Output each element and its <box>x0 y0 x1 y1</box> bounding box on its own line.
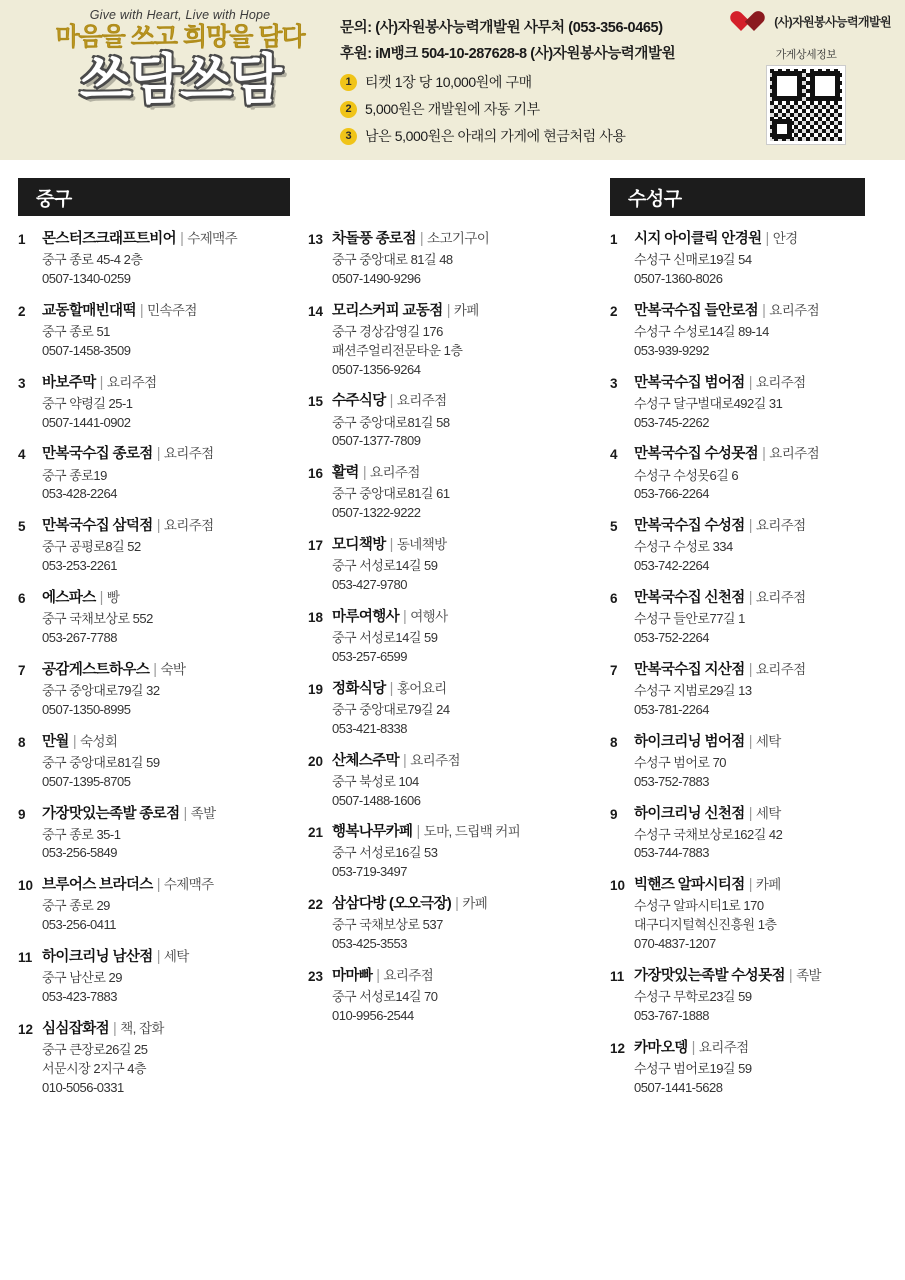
region-title-suseong: 수성구 <box>610 178 865 216</box>
shop-category: 홍어요리 <box>396 680 447 696</box>
shop-category: 카페 <box>755 877 781 893</box>
shop-number: 6 <box>18 591 26 607</box>
shop-phone: 053-719-3497 <box>332 864 407 880</box>
shop-number: 16 <box>308 466 324 482</box>
shop-phone: 053-425-3553 <box>332 936 407 952</box>
separator: | <box>99 374 103 391</box>
shop-phone: 053-256-0411 <box>42 917 116 933</box>
shop-number: 1 <box>18 232 26 247</box>
shop-phone: 0507-1350-8995 <box>42 701 131 717</box>
shop-address: 중구 종로 29 <box>42 898 110 914</box>
separator: | <box>362 465 366 482</box>
shop-address: 중구 종로19 <box>42 467 107 483</box>
shop-entry[interactable] <box>18 948 298 1007</box>
separator: | <box>113 1020 117 1037</box>
separator: | <box>446 302 450 319</box>
shop-number: 20 <box>308 753 324 769</box>
shop-name: 수주식당 <box>332 393 386 410</box>
header <box>0 0 905 160</box>
shop-name: 마루여행사 <box>332 608 400 625</box>
shop-address: 수성구 무학로23길 59 <box>634 989 752 1005</box>
separator: | <box>748 877 752 894</box>
tagline-english: Give with Heart, Live with Hope <box>89 8 271 22</box>
shop-name: 시지 아이클릭 안경원 <box>634 231 762 247</box>
shop-category: 요리주점 <box>106 374 157 390</box>
shop-entry[interactable] <box>18 876 298 935</box>
shop-address: 수성구 수성못6길 6 <box>634 467 739 483</box>
shop-category: 세탁 <box>163 949 189 965</box>
shop-name: 정화식당 <box>332 680 386 697</box>
shop-category: 요리주점 <box>163 518 214 534</box>
separator: | <box>691 1039 695 1056</box>
shop-number: 13 <box>308 232 324 247</box>
shop-phone: 0507-1377-7809 <box>332 433 421 449</box>
shop-name: 공감게스트하우스 <box>42 661 150 678</box>
step-item <box>340 126 780 146</box>
shop-name: 심심잡화점 <box>42 1020 110 1037</box>
shop-address: 수성구 범어로19길 59 <box>634 1060 752 1076</box>
shop-entry[interactable] <box>18 805 298 864</box>
shop-phone: 010-9956-2544 <box>332 1007 414 1023</box>
shop-category: 숙박 <box>160 661 186 677</box>
shop-category: 요리주점 <box>410 752 460 768</box>
separator: | <box>748 661 752 678</box>
shop-entry[interactable] <box>610 661 887 720</box>
qr-label: 가게상세정보 <box>775 49 837 61</box>
shop-phone: 053-781-2264 <box>634 701 709 717</box>
organization-name: (사)자원봉사능력개발원 <box>774 14 891 29</box>
shop-address: 중구 종로 35-1 <box>42 826 121 842</box>
info-block <box>340 16 780 153</box>
shop-name: 만월 <box>42 733 69 750</box>
shop-number: 1 <box>610 232 618 247</box>
shop-number: 12 <box>18 1021 34 1037</box>
separator: | <box>156 877 160 894</box>
shop-name: 산체스주막 <box>332 752 400 769</box>
shop-address: 중구 종로 51 <box>42 323 110 339</box>
shop-entry[interactable] <box>18 1020 298 1098</box>
shop-name: 하이크리닝 신천점 <box>634 805 745 822</box>
shop-phone: 0507-1356-9264 <box>332 361 421 377</box>
shop-address: 중구 중앙대로 81길 48 <box>332 252 453 268</box>
shop-phone: 0507-1340-0259 <box>42 270 131 286</box>
separator: | <box>765 231 769 247</box>
shop-phone: 053-427-9780 <box>332 577 407 593</box>
shop-number: 8 <box>610 734 618 750</box>
shop-entry[interactable] <box>308 608 588 667</box>
shop-phone: 053-256-5849 <box>42 845 117 861</box>
shop-name: 만복국수집 수성점 <box>634 518 745 535</box>
shop-name: 만복국수집 수성못점 <box>634 446 759 463</box>
shop-number: 22 <box>308 897 324 913</box>
contact-line: 문의: (사)자원봉사능력개발원 사무처 (053-356-0465) <box>340 20 663 36</box>
shop-name: 마마빠 <box>332 967 373 984</box>
shop-category: 수제맥주 <box>187 231 238 246</box>
separator: | <box>748 518 752 535</box>
shop-address: 중구 서성로14길 59 <box>332 630 438 646</box>
shop-address: 중구 서성로14길 70 <box>332 989 438 1005</box>
shop-name: 몬스터즈크래프트비어 <box>42 231 177 247</box>
shop-address: 중구 종로 45-4 2층 <box>42 252 143 268</box>
shop-number: 11 <box>610 968 625 984</box>
shop-address: 수성구 수성로14길 89-14 <box>634 323 769 339</box>
junggu-column-2 <box>308 230 598 1111</box>
shop-name: 만복국수집 범어점 <box>634 374 745 391</box>
shop-entry[interactable] <box>610 589 887 648</box>
shop-phone: 053-767-1888 <box>634 1007 709 1023</box>
shop-address: 중구 중앙대로81길 59 <box>42 754 160 770</box>
separator: | <box>762 446 766 463</box>
shop-category: 요리주점 <box>755 661 806 677</box>
shop-category: 요리주점 <box>163 446 214 462</box>
shop-number: 11 <box>18 950 33 966</box>
shop-number: 4 <box>610 447 618 463</box>
shop-category: 소고기구이 <box>427 231 490 246</box>
shop-number: 7 <box>18 662 26 678</box>
shop-category: 세탁 <box>755 805 781 821</box>
shop-phone: 0507-1490-9296 <box>332 270 421 286</box>
separator: | <box>99 590 103 607</box>
shop-name: 삼삼다방 (오오극장) <box>332 896 452 913</box>
shop-entry[interactable] <box>308 680 588 739</box>
shop-address: 중구 중앙대로81길 58 <box>332 414 450 430</box>
shop-name: 카마오뎅 <box>634 1039 688 1056</box>
shop-entry[interactable] <box>18 230 298 289</box>
separator: | <box>748 805 752 822</box>
shop-number: 3 <box>18 375 26 391</box>
shop-listing <box>0 160 905 1280</box>
shop-number: 10 <box>18 878 34 894</box>
separator: | <box>419 231 424 247</box>
shop-number: 12 <box>610 1040 626 1056</box>
shop-name: 만복국수집 종로점 <box>42 446 153 463</box>
shop-entry[interactable] <box>610 230 887 289</box>
region-title-junggu: 중구 <box>18 178 290 216</box>
separator: | <box>762 302 766 319</box>
step-number: 2 <box>340 101 357 118</box>
shop-address: 수성구 신매로19길 54 <box>634 252 752 268</box>
shop-number: 6 <box>610 591 618 607</box>
suseong-column <box>610 230 887 1098</box>
shop-number: 18 <box>308 609 324 625</box>
step-text: 티켓 1장 당 10,000원에 구매 <box>365 74 532 90</box>
shop-number: 23 <box>308 968 324 984</box>
region-junggu <box>18 178 598 1280</box>
shop-phone: 053-752-7883 <box>634 773 709 789</box>
shop-address: 수성구 지범로29길 13 <box>634 683 752 698</box>
shop-entry[interactable] <box>610 517 887 576</box>
shop-category: 수제맥주 <box>163 877 214 893</box>
shop-number: 7 <box>610 662 618 678</box>
shop-name: 가장맛있는족발 수성못점 <box>634 967 785 984</box>
shop-name: 모디책방 <box>332 537 386 554</box>
shop-phone: 053-253-2261 <box>42 558 117 574</box>
separator: | <box>156 446 160 463</box>
shop-address: 수성구 수성로 334 <box>634 539 733 555</box>
separator: | <box>180 231 184 247</box>
shop-number: 15 <box>308 394 324 410</box>
shop-category: 요리주점 <box>755 374 806 390</box>
shop-address: 중구 중앙대로79길 32 <box>42 683 160 698</box>
shop-phone: 053-423-7883 <box>42 989 117 1005</box>
shop-address: 중구 공평로8길 52 <box>42 539 141 555</box>
shop-name: 만복국수집 지산점 <box>634 661 745 678</box>
shop-entry[interactable] <box>610 302 887 361</box>
shop-name: 에스파스 <box>42 590 96 607</box>
shop-address-line2: 대구디지털혁신진흥원 1층 <box>634 917 777 933</box>
step-text: 5,000원은 개발원에 자동 기부 <box>365 101 540 117</box>
shop-entry[interactable] <box>308 823 588 882</box>
tagline-korean: 마음을 쓰고 희망을 담다 <box>55 23 305 51</box>
shop-phone: 070-4837-1207 <box>634 936 716 952</box>
shop-phone: 053-752-2264 <box>634 630 709 646</box>
qr-code[interactable] <box>767 66 845 144</box>
shop-entry[interactable] <box>308 230 588 289</box>
separator: | <box>153 661 157 678</box>
shop-entry[interactable] <box>18 445 298 504</box>
shop-address: 중구 중앙대로81길 61 <box>332 486 450 502</box>
shop-category: 요리주점 <box>755 590 806 606</box>
shop-entry[interactable] <box>18 589 298 648</box>
shop-address-line2: 서문시장 2지구 4층 <box>42 1060 147 1076</box>
shop-category: 카페 <box>453 302 479 318</box>
shop-phone: 0507-1441-0902 <box>42 414 131 430</box>
shop-entry[interactable] <box>610 733 887 792</box>
shop-category: 안경 <box>772 231 798 246</box>
separator: | <box>403 608 407 625</box>
shop-phone: 053-267-7788 <box>42 630 117 646</box>
shop-name: 차돌풍 종로점 <box>332 231 416 247</box>
shop-category: 요리주점 <box>383 967 434 983</box>
shop-entry[interactable] <box>610 1039 887 1098</box>
shop-phone: 0507-1488-1606 <box>332 792 421 808</box>
shop-address-line2: 패션주얼리전문타운 1층 <box>332 342 463 358</box>
shop-phone: 053-766-2264 <box>634 486 709 502</box>
shop-name: 가장맛있는족발 종로점 <box>42 805 180 822</box>
shop-address: 수성구 알파시티1로 170 <box>634 898 764 914</box>
shop-address: 중구 서성로16길 53 <box>332 845 438 861</box>
shop-phone: 0507-1322-9222 <box>332 505 421 521</box>
shop-phone: 053-744-7883 <box>634 845 709 861</box>
junggu-column-1 <box>18 230 308 1111</box>
separator: | <box>376 967 380 984</box>
step-item <box>340 99 780 119</box>
shop-phone: 053-421-8338 <box>332 720 407 736</box>
shop-entry[interactable] <box>308 895 588 954</box>
shop-address: 중구 국채보상로 537 <box>332 917 443 933</box>
shop-category: 동네책방 <box>396 537 447 553</box>
separator: | <box>72 733 76 750</box>
shop-address: 중구 남산로 29 <box>42 970 122 986</box>
separator: | <box>156 949 160 966</box>
shop-number: 9 <box>18 806 26 822</box>
shop-phone: 053-939-9292 <box>634 342 709 358</box>
shop-address: 중구 북성로 104 <box>332 773 419 789</box>
shop-number: 14 <box>308 303 324 319</box>
shop-number: 2 <box>18 303 26 319</box>
shop-number: 5 <box>610 519 618 535</box>
shop-phone: 053-742-2264 <box>634 558 709 574</box>
separator: | <box>183 805 187 822</box>
region-suseong <box>598 178 887 1280</box>
step-number: 1 <box>340 74 357 91</box>
shop-entry[interactable] <box>610 805 887 864</box>
shop-category: 숙성회 <box>80 733 118 749</box>
separator: | <box>389 393 393 410</box>
shop-number: 3 <box>610 375 618 391</box>
shop-category: 족발 <box>190 805 216 821</box>
shop-address: 중구 서성로14길 59 <box>332 558 438 574</box>
org-qr-block <box>721 10 891 144</box>
shop-entry[interactable] <box>610 876 887 954</box>
qr-eye-icon <box>772 119 792 139</box>
shop-address: 수성구 달구벌대로492길 31 <box>634 395 783 411</box>
step-text: 남은 5,000원은 아래의 가게에 현금처럼 사용 <box>365 128 626 144</box>
shop-name: 만복국수집 들안로점 <box>634 302 759 319</box>
shop-entry[interactable] <box>308 967 588 1026</box>
separator: | <box>139 302 144 319</box>
shop-address: 수성구 들안로77길 1 <box>634 611 745 627</box>
separator: | <box>748 374 752 391</box>
shop-address: 중구 중앙대로79길 24 <box>332 701 450 717</box>
separator: | <box>748 733 752 750</box>
shop-category: 요리주점 <box>769 302 820 318</box>
shop-name: 하이크리닝 남산점 <box>42 949 153 966</box>
shop-number: 9 <box>610 806 618 822</box>
brand-block <box>20 8 340 109</box>
shop-phone: 0507-1395-8705 <box>42 773 131 789</box>
shop-name: 하이크리닝 범어점 <box>634 733 745 750</box>
shop-name: 바보주막 <box>42 374 96 391</box>
shop-entry[interactable] <box>610 967 887 1026</box>
step-number: 3 <box>340 128 357 145</box>
shop-entry[interactable] <box>18 733 298 792</box>
shop-entry[interactable] <box>308 752 588 811</box>
shop-category: 족발 <box>796 967 821 983</box>
shop-address: 수성구 국채보상로162길 42 <box>634 826 783 842</box>
shop-category: 요리주점 <box>396 393 447 409</box>
shop-address: 중구 경상감영길 176 <box>332 323 443 339</box>
heart-icon <box>738 10 768 32</box>
shop-entry[interactable] <box>18 661 298 720</box>
separator: | <box>156 518 160 535</box>
shop-number: 2 <box>610 303 618 319</box>
shop-entry[interactable] <box>308 536 588 595</box>
shop-entry[interactable] <box>18 517 298 576</box>
brand-logo: 쓰담쓰담 <box>79 50 281 111</box>
shop-phone: 053-745-2262 <box>634 414 709 430</box>
shop-category: 빵 <box>106 590 120 606</box>
shop-number: 21 <box>308 825 324 841</box>
shop-address: 중구 큰장로26길 25 <box>42 1042 148 1058</box>
shop-phone: 0507-1360-8026 <box>634 270 723 286</box>
shop-entry[interactable] <box>18 302 298 361</box>
shop-category: 여행사 <box>410 608 448 624</box>
separator: | <box>455 896 459 913</box>
shop-phone: 053-428-2264 <box>42 486 117 502</box>
separator: | <box>403 752 407 769</box>
shop-phone: 010-5056-0331 <box>42 1079 124 1095</box>
separator: | <box>748 590 752 607</box>
shop-entry[interactable] <box>308 392 588 451</box>
shop-entry[interactable] <box>610 374 887 433</box>
shop-name: 빅핸즈 알파시티점 <box>634 877 745 894</box>
shop-number: 19 <box>308 681 324 697</box>
shop-category: 요리주점 <box>769 446 820 462</box>
shop-number: 10 <box>610 878 626 894</box>
shop-entry[interactable] <box>610 445 887 504</box>
shop-category: 요리주점 <box>370 465 420 481</box>
shop-name: 만복국수집 삼덕점 <box>42 518 153 535</box>
shop-entry[interactable] <box>308 302 588 380</box>
shop-number: 4 <box>18 447 26 463</box>
account-line: 후원: iM뱅크 504-10-287628-8 (사)자원봉사능력개발원 <box>340 46 676 62</box>
shop-name: 만복국수집 신천점 <box>634 590 745 607</box>
shop-category: 카페 <box>462 896 488 912</box>
shop-name: 교동할매빈대떡 <box>42 302 136 319</box>
shop-category: 민속주점 <box>147 302 197 318</box>
shop-category: 요리주점 <box>755 518 806 534</box>
shop-phone: 0507-1441-5628 <box>634 1079 723 1095</box>
shop-category: 책, 잡화 <box>120 1020 164 1036</box>
shop-phone: 053-257-6599 <box>332 648 407 664</box>
shop-category: 세탁 <box>755 733 781 749</box>
shop-number: 17 <box>308 538 324 554</box>
step-item <box>340 72 780 92</box>
shop-entry[interactable] <box>18 374 298 433</box>
shop-name: 활력 <box>332 465 359 482</box>
shop-category: 요리주점 <box>698 1039 749 1055</box>
separator: | <box>788 967 793 984</box>
shop-address: 수성구 범어로 70 <box>634 754 727 770</box>
shop-name: 모리스커피 교동점 <box>332 302 443 319</box>
shop-address: 중구 약령길 25-1 <box>42 395 133 411</box>
shop-address: 중구 국채보상로 552 <box>42 611 153 627</box>
separator: | <box>389 537 393 554</box>
shop-entry[interactable] <box>308 464 588 523</box>
steps-list <box>340 72 780 146</box>
separator: | <box>389 680 393 697</box>
shop-phone: 0507-1458-3509 <box>42 342 131 358</box>
organization-row <box>721 10 891 32</box>
shop-number: 8 <box>18 734 26 750</box>
shop-number: 5 <box>18 519 26 535</box>
shop-category: 도마, 드립백 커피 <box>423 824 521 840</box>
shop-name: 행복나무카페 <box>332 824 413 841</box>
shop-name: 브루어스 브라더스 <box>42 877 153 894</box>
separator: | <box>416 824 420 841</box>
